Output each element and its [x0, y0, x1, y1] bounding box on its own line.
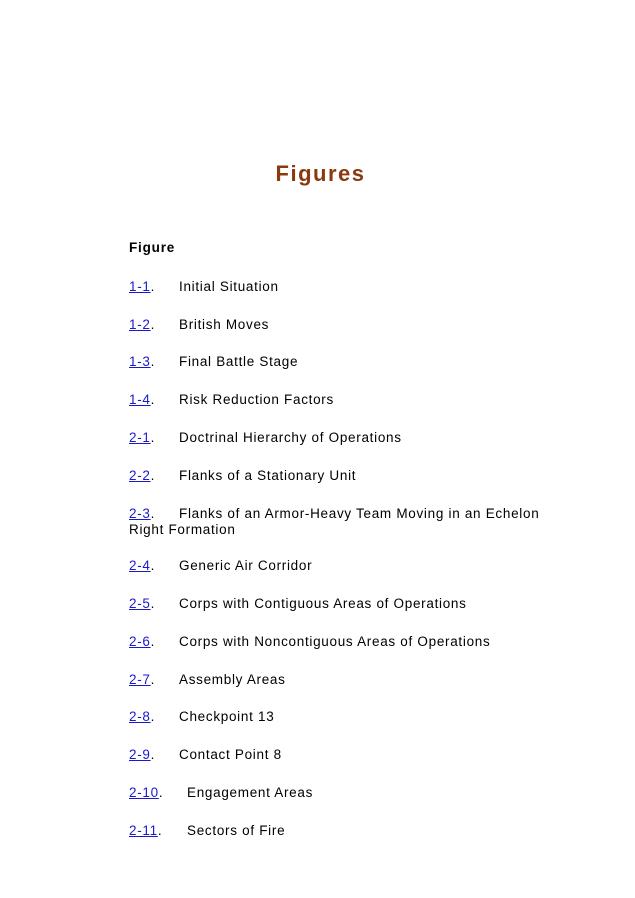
figure-entry: 2-10. Engagement Areas — [129, 785, 314, 800]
figure-title: Final Battle Stage — [179, 354, 299, 369]
figure-entry: 1-4. Risk Reduction Factors — [129, 392, 334, 407]
figure-link[interactable]: 2-1 — [129, 430, 151, 445]
figure-entry: 2-1. Doctrinal Hierarchy of Operations — [129, 430, 402, 445]
figure-title: Initial Situation — [179, 279, 279, 294]
figure-link[interactable]: 2-8 — [129, 709, 151, 724]
figure-entry: 2-3. Flanks of an Armor-Heavy Team Moving in an Echelon Right Formation — [129, 506, 540, 537]
figure-entry: 2-9. Contact Point 8 — [129, 747, 282, 762]
figure-title: Generic Air Corridor — [179, 558, 313, 573]
figure-link[interactable]: 2-6 — [129, 634, 151, 649]
figure-link[interactable]: 1-2 — [129, 317, 151, 332]
figure-title: Corps with Noncontiguous Areas of Operations — [179, 634, 491, 649]
figure-entry: 1-3. Final Battle Stage — [129, 354, 299, 369]
figure-title: Doctrinal Hierarchy of Operations — [179, 430, 402, 445]
figure-entry: 2-11. Sectors of Fire — [129, 823, 286, 838]
figure-title: Sectors of Fire — [187, 823, 286, 838]
page-title: Figures — [275, 161, 366, 186]
figure-entry: 2-6. Corps with Noncontiguous Areas of Operations — [129, 634, 491, 649]
figure-link[interactable]: 2-7 — [129, 672, 151, 687]
list-heading: Figure — [129, 240, 176, 255]
figure-title: Flanks of a Stationary Unit — [179, 468, 357, 483]
figure-title: Flanks of an Armor-Heavy Team Moving in an Echelon — [179, 506, 540, 521]
figure-link[interactable]: 2-5 — [129, 596, 151, 611]
figure-entry: 2-2. Flanks of a Stationary Unit — [129, 468, 357, 483]
figure-entry: 2-5. Corps with Contiguous Areas of Operations — [129, 596, 467, 611]
figure-entry: 2-8. Checkpoint 13 — [129, 709, 275, 724]
figure-title: Corps with Contiguous Areas of Operations — [179, 596, 467, 611]
figure-entry: 1-2. British Moves — [129, 317, 270, 332]
figure-entry: 2-7. Assembly Areas — [129, 672, 286, 687]
figure-link[interactable]: 1-1 — [129, 279, 151, 294]
figure-link[interactable]: 1-4 — [129, 392, 151, 407]
figure-title-continued: Right Formation — [129, 522, 236, 537]
figure-title: Risk Reduction Factors — [179, 392, 334, 407]
figure-link[interactable]: 2-3 — [129, 506, 151, 521]
figure-title: Contact Point 8 — [179, 747, 282, 762]
figure-title: Checkpoint 13 — [179, 709, 275, 724]
figure-title: British Moves — [179, 317, 270, 332]
figure-entry: 2-4. Generic Air Corridor — [129, 558, 313, 573]
figure-link[interactable]: 2-11 — [129, 823, 158, 838]
figure-link[interactable]: 2-2 — [129, 468, 151, 483]
figure-entry: 1-1. Initial Situation — [129, 279, 279, 294]
figure-title: Engagement Areas — [187, 785, 314, 800]
figure-link[interactable]: 2-10 — [129, 785, 159, 800]
figure-link[interactable]: 2-9 — [129, 747, 151, 762]
figure-link[interactable]: 2-4 — [129, 558, 151, 573]
figure-title: Assembly Areas — [179, 672, 286, 687]
figure-link[interactable]: 1-3 — [129, 354, 151, 369]
